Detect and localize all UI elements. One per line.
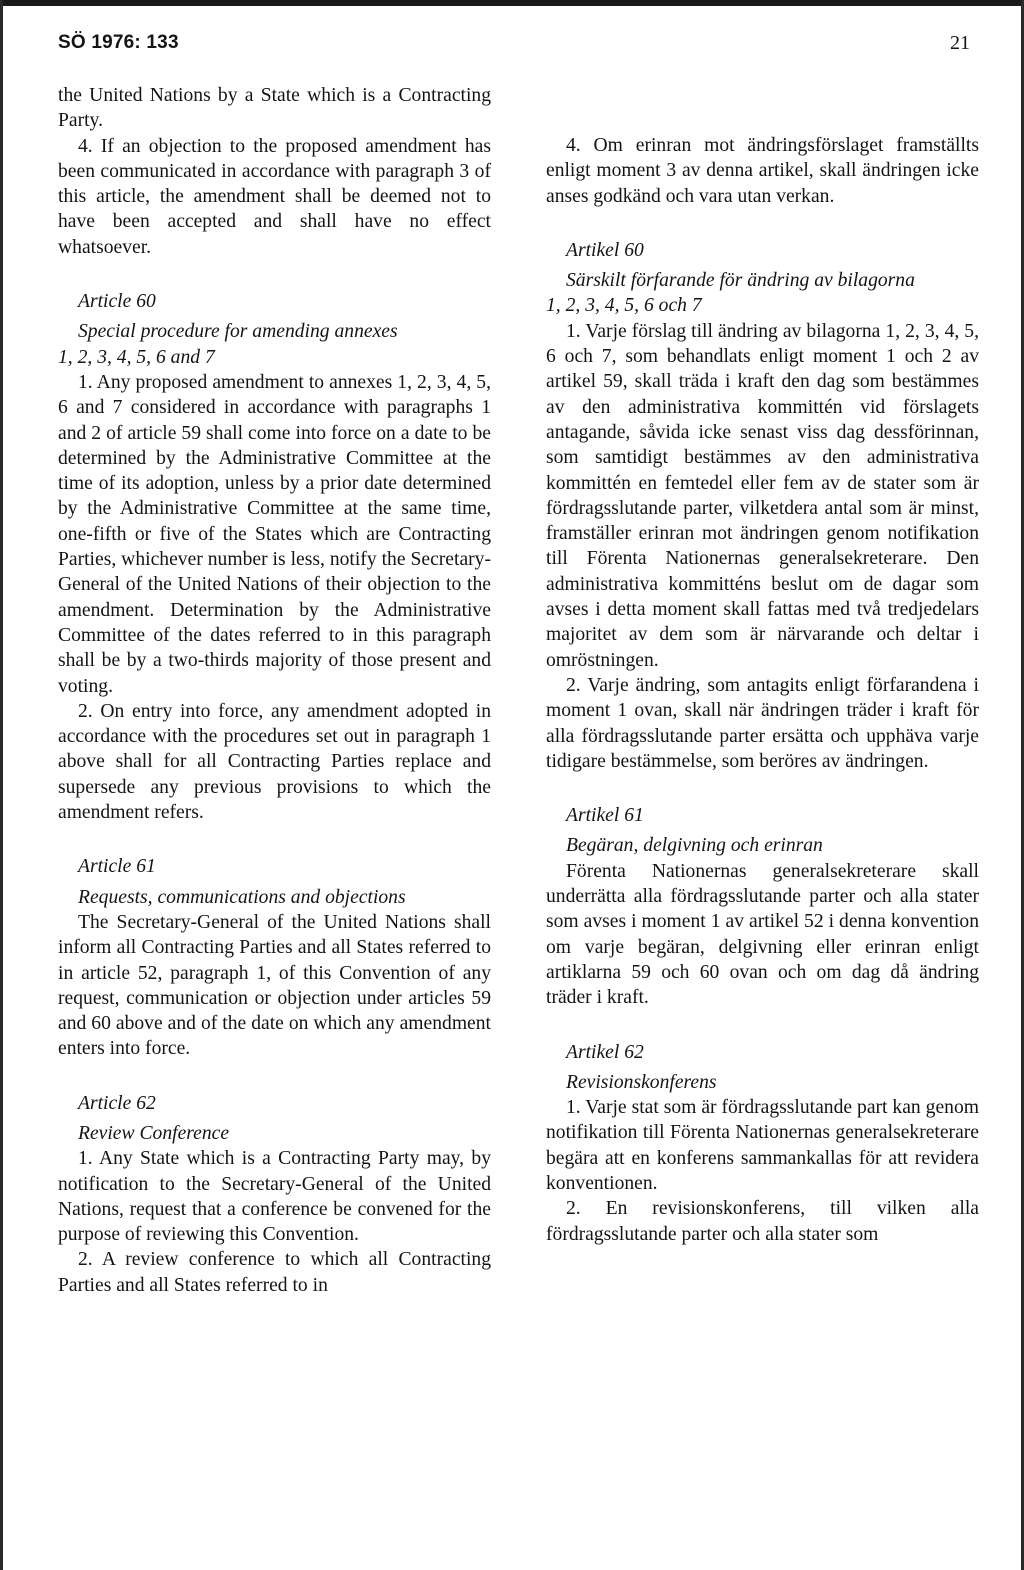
artikel-61-paragraph: Förenta Nationernas generalsekreterare skall underrätta alla fördragsslutande parter och alla stater som avses i moment 1 av artikel 52 i denna konvention om varje begäran, delgivning eller erinran enligt artiklarna 59 och 60 ovan och om dag då ändring träder i kraft. xyxy=(546,860,979,1009)
column-spacer xyxy=(546,83,979,133)
article-60-heading: Article 60 xyxy=(78,291,156,313)
artikel-62-moment-1: 1. Varje stat som är fördragsslutande part kan genom notifikation till Förenta Nationernas generalsekreterare begära att en konferens sammankallas för att revidera konventionen. xyxy=(546,1097,979,1194)
artikel-62-heading: Artikel 62 xyxy=(566,1041,644,1063)
artikel-60-heading: Artikel 60 xyxy=(566,239,644,261)
article-60-paragraph-2: 2. On entry into force, any amendment adopted in accordance with the procedures set out in paragraph 1 above shall for all Contracting Parties replace and supersede any previous provisions to which the amendment refers. xyxy=(58,700,491,824)
article-62-paragraph-1: 1. Any State which is a Contracting Party may, by notification to the Secretary-General of the United Nations, request that a conference be convened for the purpose of reviewing this Convention. xyxy=(58,1148,491,1246)
paragraph-4: 4. If an objection to the proposed amendment has been communicated in accordance with paragraph 3 of this article, the amendment shall be deemed not to have been accepted and shall have no effect whatsoever. xyxy=(58,135,491,258)
artikel-61-heading: Artikel 61 xyxy=(566,805,644,827)
page-number: 21 xyxy=(950,32,970,54)
article-61-heading: Article 61 xyxy=(78,856,156,878)
artikel-60-moment-2: 2. Varje ändring, som antagits enligt förfarandena i moment 1 ovan, skall när ändringen träder i kraft för alla fördragsslutande parter ersätta och upphäva varje tidigare bestämmelse, som beröres av ändringen. xyxy=(546,674,979,772)
intro-paragraph: the United Nations by a State which is a Contracting Party. xyxy=(58,85,491,132)
artikel-60-moment-1: 1. Varje förslag till ändring av bilagorna 1, 2, 3, 4, 5, 6 och 7, som behandlats enligt moment 1 och 2 av artikel 59, skall träda i kraft den dag som bestämmes av den administrativa kommittén vid förslagets antagande, såvida icke senast viss dag dessförinnan, som samtidigt bestämmes av den administrativa kommittén en femtedel eller fem av de stater som är fördragsslutande parter, vilketdera antal som är minst, framställer erinran mot ändringen genom notifikation till Förenta Nationernas generalsekreterare. Den administrativa kommitténs beslut om de dagar som avses i detta moment skall fattas med två tredjedelars majoritet av dem som är närvarande och deltar i omröstningen. xyxy=(546,320,979,671)
top-border-rule xyxy=(0,0,1024,6)
artikel-60-title-line2: 1, 2, 3, 4, 5, 6 och 7 xyxy=(546,295,702,317)
article-62-title: Review Conference xyxy=(78,1122,230,1144)
artikel-60-title xyxy=(546,268,979,319)
artikel-60-title-line1: Särskilt förfarande för ändring av bilagorna xyxy=(566,270,915,292)
artikel-62-moment-2: 2. En revisionskonferens, till vilken alla fördragsslutande parter och alla stater som xyxy=(546,1198,979,1245)
article-60-paragraph-1: 1. Any proposed amendment to annexes 1, 2, 3, 4, 5, 6 and 7 considered in accordance with paragraphs 1 and 2 of article 59 shall come into force on a date to be determined by the Administrative Committee at the time of its adoption, unless by a prior date determined by the Administrative Committee at the same time, one-fifth or five of the States which are Contracting Parties, whichever number is less, notify the Secretary-General of the United Nations of their objection to the amendment. Determination by the Administrative Committee of the dates referred to in this paragraph shall be by a two-thirds majority of those present and voting. xyxy=(58,371,491,697)
article-60-title-line2: 1, 2, 3, 4, 5, 6 and 7 xyxy=(58,346,215,368)
swedish-column xyxy=(546,83,979,1247)
article-60-title xyxy=(58,319,491,370)
article-62-heading: Article 62 xyxy=(78,1092,156,1114)
article-60-title-line1: Special procedure for amending annexes xyxy=(78,321,398,343)
document-reference: SÖ 1976: 133 xyxy=(58,32,179,53)
artikel-61-title: Begäran, delgivning och erinran xyxy=(566,835,823,857)
left-border-rule xyxy=(0,0,3,1570)
article-61-title: Requests, communications and objections xyxy=(78,886,406,908)
article-62-paragraph-2: 2. A review conference to which all Contracting Parties and all States referred to in xyxy=(58,1249,491,1296)
english-column xyxy=(58,83,491,1298)
article-61-paragraph: The Secretary-General of the United Nations shall inform all Contracting Parties and all States referred to in article 52, paragraph 1, of this Convention of any request, communication or objection under articles 59 and 60 above and of the date on which any amendment enters into force. xyxy=(58,911,491,1060)
artikel-62-title: Revisionskonferens xyxy=(566,1071,717,1093)
moment-4: 4. Om erinran mot ändringsförslaget framställts enligt moment 3 av denna artikel, skall ändringen icke anses godkänd och vara utan verkan. xyxy=(546,135,979,207)
